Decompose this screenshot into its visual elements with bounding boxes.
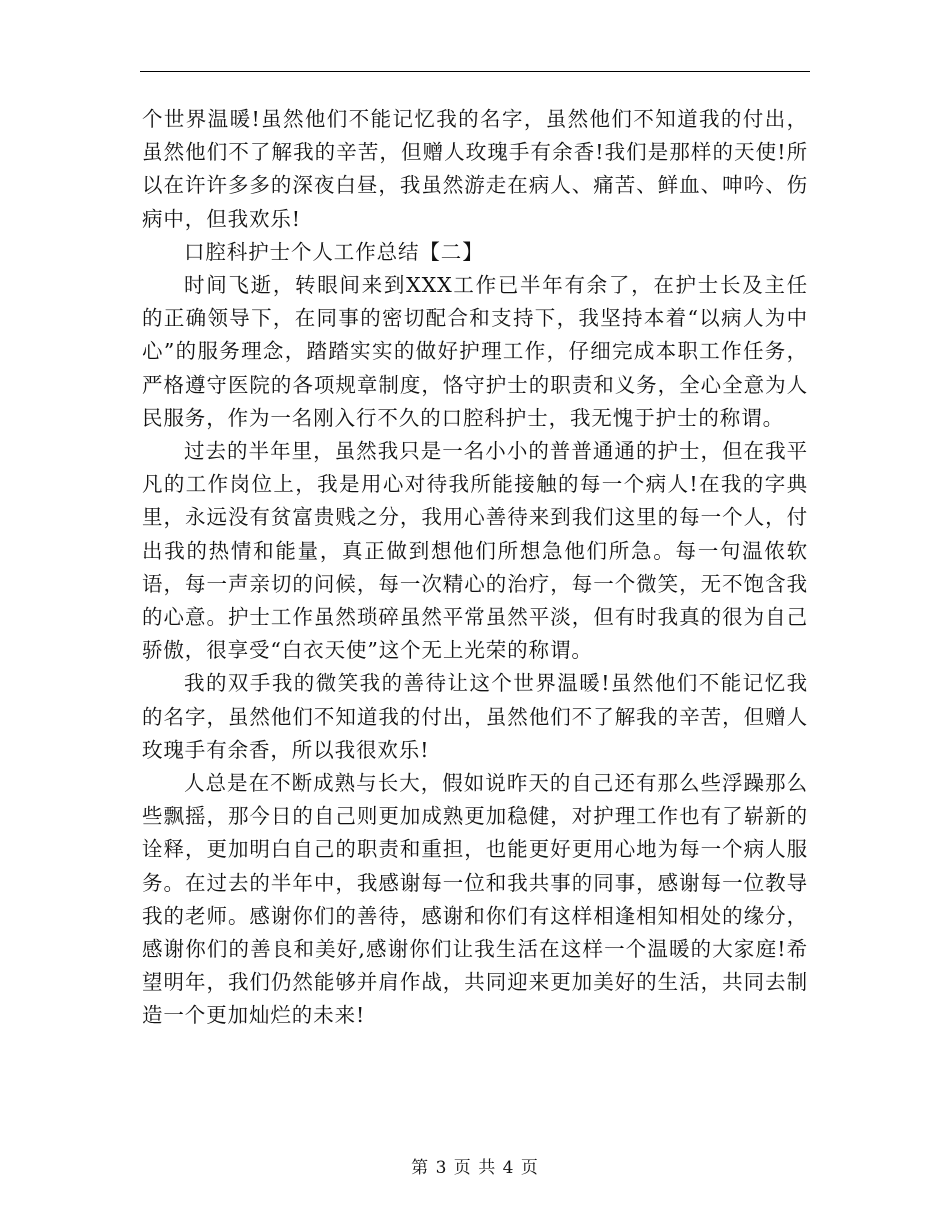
paragraph: 过去的半年里，虽然我只是一名小小的普普通通的护士，但在我平凡的工作岗位上，我是用心对待我所能接触的每一个病人!在我的字典里，永远没有贫富贵贱之分，我用心善待来到我们这里的每一个人，付出我的热情和能量，真正做到想他们所想急他们所急。每一句温侬软语，每一声亲切的问候，每一次精心的治疗，每一个微笑，无不饱含我的心意。护士工作虽然琐碎虽然平常虽然平淡，但有时我真的很为自己骄傲，很享受“白衣天使”这个无上光荣的称谓。 xyxy=(142,439,808,663)
page-number-footer: 第 3 页 共 4 页 xyxy=(411,1158,539,1178)
paragraph: 我的双手我的微笑我的善待让这个世界温暖!虽然他们不能记忆我的名字，虽然他们不知道我的付出，虽然他们不了解我的辛苦，但赠人玫瑰手有余香，所以我很欢乐! xyxy=(142,671,808,762)
header-rule xyxy=(140,71,810,72)
paragraph-continuation: 个世界温暖!虽然他们不能记忆我的名字，虽然他们不知道我的付出，虽然他们不了解我的辛苦，但赠人玫瑰手有余香!我们是那样的天使!所以在许许多多的深夜白昼，我虽然游走在病人、痛苦、鲜血、呻吟、伤病中，但我欢乐! xyxy=(142,107,808,231)
paragraph: 人总是在不断成熟与长大，假如说昨天的自己还有那么些浮躁那么些飘摇，那今日的自己则更加成熟更加稳健，对护理工作也有了崭新的诠释，更加明白自己的职责和重担，也能更好更用心地为每一个病人服务。在过去的半年中，我感谢每一位和我共事的同事，感谢每一位教导我的老师。感谢你们的善待，感谢和你们有这样相逢相知相处的缘分，感谢你们的善良和美好,感谢你们让我生活在这样一个温暖的大家庭!希望明年，我们仍然能够并肩作战，共同迎来更加美好的生活，共同去制造一个更加灿烂的未来! xyxy=(142,771,808,1028)
document-body xyxy=(142,103,808,1033)
paragraph: 时间飞逝，转眼间来到XXX工作已半年有余了，在护士长及主任的正确领导下，在同事的密切配合和支持下，我坚持本着“以病人为中心”的服务理念，踏踏实实的做好护理工作，仔细完成本职工作任务，严格遵守医院的各项规章制度，恪守护士的职责和义务，全心全意为人民服务，作为一名刚入行不久的口腔科护士，我无愧于护士的称谓。 xyxy=(142,273,808,430)
section-heading: 口腔科护士个人工作总结【二】 xyxy=(184,239,484,264)
